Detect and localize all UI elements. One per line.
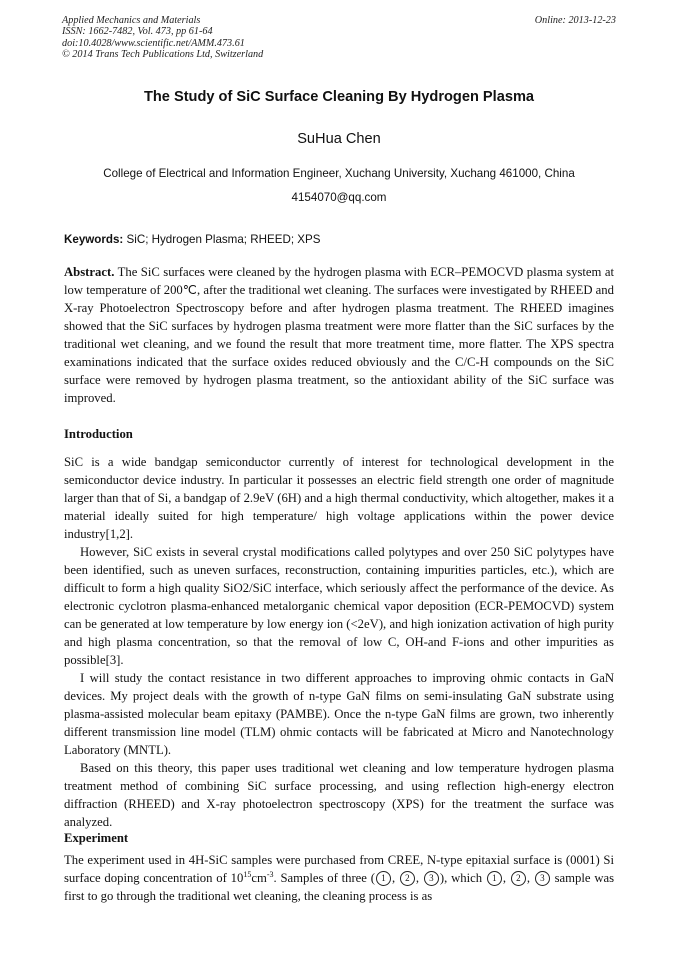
journal-header <box>62 15 616 60</box>
intro-paragraph-3: I will study the contact resistance in two different approaches to improving ohmic contacts in GaN devices. My project deals with the growth of n-type GaN films on semi-insulating GaN substrate using plasma-assisted molecular beam epitaxy (PAMBE). Once the n-type GaN films are grown, two inherently different transmission line model (TLM) ohmic contacts will be fabricated at Micro and Nanotechnology Laboratory (MNTL). <box>64 671 614 757</box>
author-email: 4154070@qq.com <box>291 191 387 204</box>
intro-paragraph-4: Based on this theory, this paper uses traditional wet cleaning and low temperature hydrogen plasma treatment method of combining SiC surface processing, and using reflection high-energy electron diffraction (RHEED) and X-ray photoelectron spectroscopy (XPS) for the treatment the surface was analyzed. <box>64 761 614 829</box>
separator: , <box>526 871 534 885</box>
circled-number-2: 2 <box>400 871 415 886</box>
abstract-label: Abstract. <box>64 265 115 279</box>
doi-line: doi:10.4028/www.scientific.net/AMM.473.61 <box>62 37 245 49</box>
introduction-body <box>64 453 614 831</box>
exponent-minus-3: -3 <box>266 870 274 879</box>
keywords-text: SiC; Hydrogen Plasma; RHEED; XPS <box>126 233 321 246</box>
circled-number-3: 3 <box>535 871 550 886</box>
intro-paragraph-2: However, SiC exists in several crystal modifications called polytypes and over 250 SiC polytypes have been identified, such as uneven surfaces, reconstruction, containing impurities particles, etc.), which are difficult to form a high quality SiO2/SiC interface, which seriously affect the performance of the device. As electronic cyclotron plasma-enhanced metalorganic chemical vapor deposition (ECR-PEMOCVD) system can be generated at low temperature by low energy ion (<2eV), and high ionization activation of high purity and high plasma concentration, so that the removal of low C, OH-and F-ions and other impurities as possible[3]. <box>64 545 614 667</box>
circled-number-2: 2 <box>511 871 526 886</box>
abstract-text: The SiC surfaces were cleaned by the hydrogen plasma with ECR–PEMOCVD plasma system at low temperature of 200℃, after the traditional wet cleaning. The surfaces were investigated by RHEED and X-ray Photoelectron Spectroscopy before and after hydrogen plasma treatment. The RHEED imagines showed that the SiC surfaces by hydrogen plasma treatment were more flatter than the SiC surfaces by the traditional wet cleaning, and we found the result that more treatment time, more flatter. The XPS spectra examinations indicated that the surface oxides reduced obviously and the C/C-H compounds on the SiC surface were removed by hydrogen plasma treatment, so the antioxidant ability of the SiC surface was improved. <box>64 265 614 405</box>
separator: , <box>391 871 399 885</box>
introduction-heading: Introduction <box>64 427 133 441</box>
keywords <box>64 233 320 246</box>
unit-cm: cm <box>251 871 267 885</box>
copyright-line: © 2014 Trans Tech Publications Ltd, Switzerland <box>62 48 264 60</box>
separator: , <box>415 871 423 885</box>
experiment-text-3: ), which <box>439 871 486 885</box>
exponent-15: 15 <box>243 870 252 879</box>
experiment-body <box>64 851 614 905</box>
intro-paragraph-1: SiC is a wide bandgap semiconductor currently of interest for technological development in the semiconductor device industry. In particular it possesses an electric field strength one order of magnitude larger than that of Si, a bandgap of 2.9eV (6H) and a high thermal conductivity, which altogether, makes it a material ideally suited for high temperature/ high voltage applications within the power device industry[1,2]. <box>64 455 614 541</box>
author-name: SuHua Chen <box>297 131 381 147</box>
circled-number-1: 1 <box>376 871 391 886</box>
online-date: Online: 2013-12-23 <box>534 15 616 26</box>
circled-number-1: 1 <box>487 871 502 886</box>
experiment-text-1: The experiment used in 4H-SiC samples were purchased from CREE, N-type epitaxial surface is (0001) Si surface doping concentration of 10 <box>64 853 614 885</box>
experiment-heading: Experiment <box>64 831 129 845</box>
keywords-label: Keywords: <box>64 233 124 246</box>
issn-line: ISSN: 1662-7482, Vol. 473, pp 61-64 <box>62 26 213 38</box>
paper-title: The Study of SiC Surface Cleaning By Hydrogen Plasma <box>143 89 535 105</box>
affiliation: College of Electrical and Information Engineer, Xuchang University, Xuchang 461000, China <box>103 167 575 180</box>
circled-number-3: 3 <box>424 871 439 886</box>
abstract <box>64 263 614 407</box>
separator: , <box>502 871 510 885</box>
journal-name: Applied Mechanics and Materials <box>62 15 201 26</box>
experiment-text-2: . Samples of three ( <box>273 871 375 885</box>
experiment-text-4: sample was first to go through the traditional wet cleaning, the cleaning process is as <box>64 871 615 903</box>
